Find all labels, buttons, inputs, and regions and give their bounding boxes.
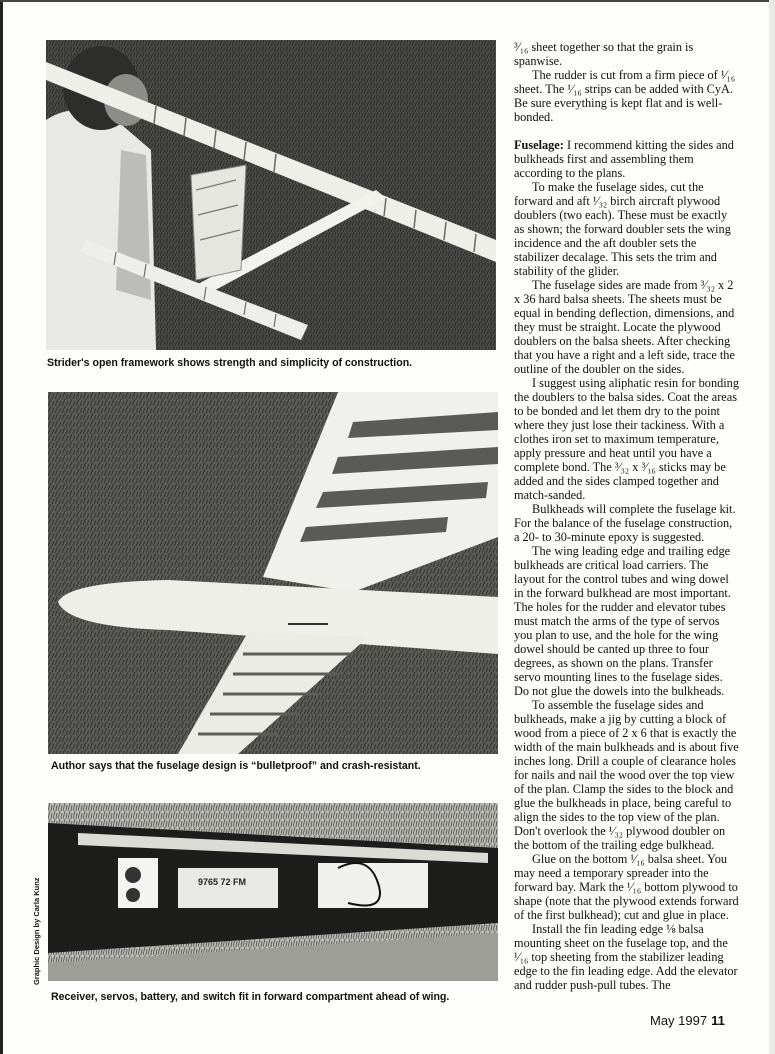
- photo-forward-compartment: [48, 803, 498, 981]
- page-number: 11: [711, 1013, 725, 1028]
- paragraph-7: Bulkheads will complete the fuselage kit. For the balance of the fuselage construction, a 20- to 30-minute epoxy is suggested.: [514, 502, 736, 544]
- photo1-caption: Strider's open framework shows strength and simplicity of construction.: [47, 357, 413, 369]
- paragraph-10: Glue on the bottom ¹⁄₁₆ balsa sheet. You may need a temporary spreader into the forward bay. Mark the ¹⁄₁₆ bottom plywood to shape (note that the plywood extends forward of the first bulkhead); cut and glue in place.: [514, 852, 739, 922]
- page-edge-right: [769, 0, 775, 1054]
- article-column: [514, 40, 740, 1005]
- paragraph-4: To make the fuselage sides, cut the forward and aft ¹⁄₃₂ birch aircraft plywood doublers (two each). These must be exactly as shown; the forward doubler sets the wing incidence and the aft doubler sets the stabilizer decalage. This sets the trim and stability of the glider.: [514, 180, 731, 278]
- battery-label: 9765 72 FM: [198, 877, 247, 887]
- photo-fuselage-closeup: [48, 392, 498, 754]
- graphic-design-credit: Graphic Design by Carla Kunz: [32, 877, 41, 985]
- fuselage-intro: I recommend kitting the sides and bulkheads first and assembling them according to the plans.: [514, 138, 734, 180]
- paragraph-fuselage: [514, 138, 740, 180]
- paragraph-9: To assemble the fuselage sides and bulkheads, make a jig by cutting a block of wood from a piece of 2 x 6 that is exactly the width of the main bulkheads and is about five inches long. Drill a couple of clearance holes for nails and nail the wood over the top view of the plan. Clamp the sides to the block and glue the bulkheads in place, being careful to align the sides to the top view of the plan. Don't overlook the ¹⁄₃₂ plywood doubler on the bottom of the trailing edge bulkhead.: [514, 698, 739, 852]
- paragraph-2: The rudder is cut from a firm piece of ¹⁄₁₆ sheet. The ¹⁄₁₆ strips can be added with CyA. Be sure everything is kept flat and is well-bonded.: [514, 68, 736, 124]
- paragraph-6: I suggest using aliphatic resin for bonding the doublers to the balsa sides. Coat the areas to be bonded and let them dry to the point where they just lose their tackiness. With a clothes iron set to maximum temperature, apply pressure and heat until you have a complete bond. The ³⁄₃₂ x ³⁄₁₆ sticks may be added and the sides clamped together and match-sanded.: [514, 376, 739, 502]
- paragraph-8: The wing leading edge and trailing edge bulkheads are critical load carriers. The layout for the control tubes and wing dowel in the forward bulkhead are most important. The holes for the rudder and elevator tubes must match the arms of the type of servos you plan to use, and the hole for the wing dowel should be canted up three to four degrees, as shown on the plans. Transfer servo mounting lines to the fuselage sides. Do not glue the dowels into the bulkheads.: [514, 544, 731, 698]
- page-edge-left: [0, 0, 3, 1054]
- page-folio: [650, 1013, 725, 1028]
- photo3-caption: Receiver, servos, battery, and switch fit in forward compartment ahead of wing.: [51, 991, 450, 1003]
- paragraph-11: Install the fin leading edge ⅛ balsa mounting sheet on the fuselage top, and the ¹⁄₁₆ top sheeting from the stabilizer leading edge to the fin leading edge. Add the elevator and rudder push-pull tubes. The: [514, 922, 738, 992]
- photo-strider-framework: [46, 40, 496, 350]
- fuselage-heading: Fuselage:: [514, 138, 564, 152]
- paragraph-5: The fuselage sides are made from ³⁄₃₂ x 2 x 36 hard balsa sheets. The sheets must be equal in bending deflection, dimensions, and they must be straight. Locate the plywood doublers on the balsa sheets. After checking that you have a right and a left side, trace the outline of the doubler on the sides.: [514, 278, 735, 376]
- paragraph-1: ³⁄₁₆ sheet together so that the grain is spanwise.: [514, 40, 694, 68]
- issue-date: May 1997: [650, 1013, 708, 1028]
- page-edge-top: [0, 0, 775, 2]
- photo2-caption: Author says that the fuselage design is “bulletproof” and crash-resistant.: [51, 760, 421, 772]
